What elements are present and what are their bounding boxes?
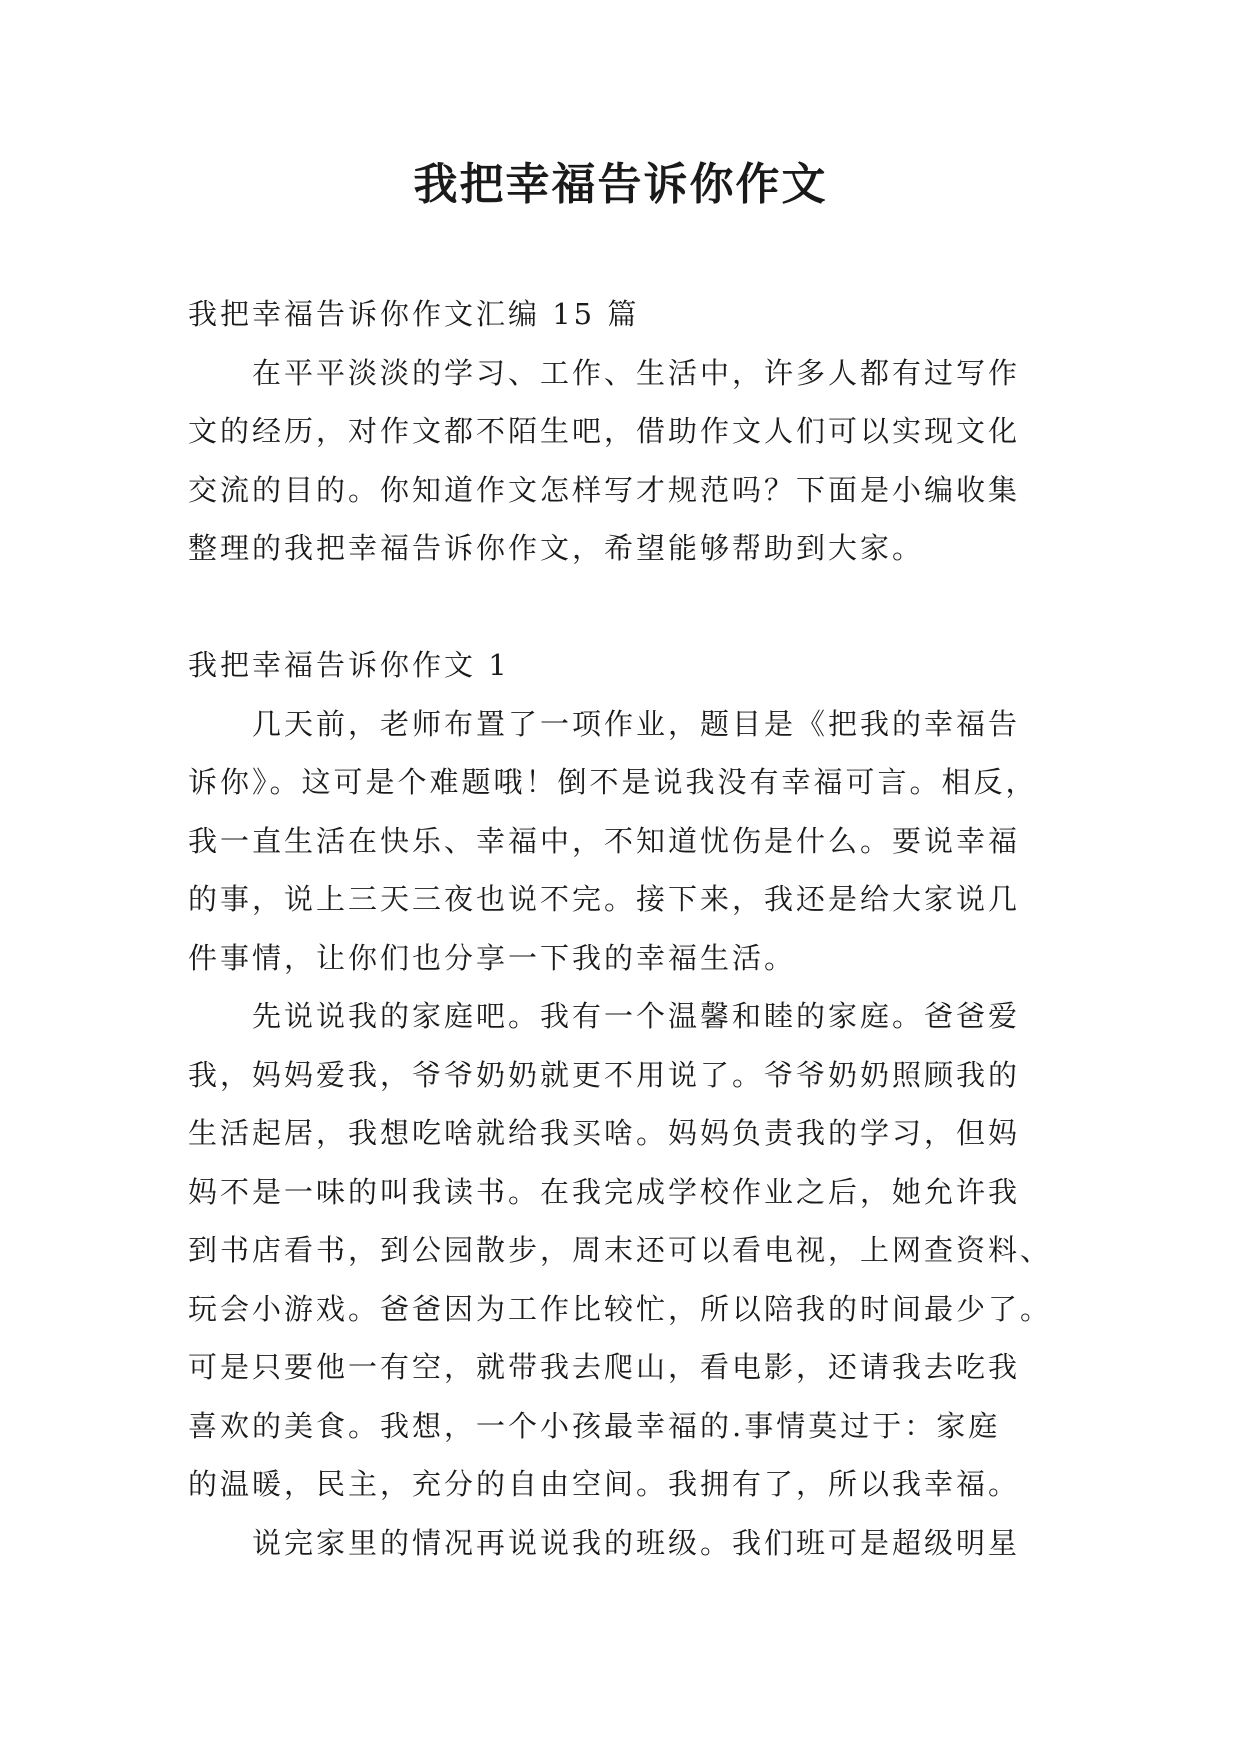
paragraph-line: 的事，说上三天三夜也说不完。接下来，我还是给大家说几 xyxy=(188,882,1021,916)
paragraph-line: 的温暖，民主，充分的自由空间。我拥有了，所以我幸福。 xyxy=(188,1467,1021,1501)
paragraph-line: 妈不是一味的叫我读书。在我完成学校作业之后，她允许我 xyxy=(188,1174,1021,1209)
paragraph-line: 说完家里的情况再说说我的班级。我们班可是超级明星 xyxy=(252,1525,1021,1560)
collection-heading: 我把幸福告诉你作文汇编 15 篇 xyxy=(188,297,640,331)
paragraph-line: 件事情，让你们也分享一下我的幸福生活。 xyxy=(188,940,797,975)
paragraph-line: 几天前，老师布置了一项作业，题目是《把我的幸福告 xyxy=(252,706,1021,741)
document-title: 我把幸福告诉你作文 xyxy=(413,159,828,210)
paragraph-line: 诉你》。这可是个难题哦！倒不是说我没有幸福可言。相反， xyxy=(188,765,1038,799)
document-body xyxy=(188,285,1058,1572)
paragraph-line: 整理的我把幸福告诉你作文，希望能够帮助到大家。 xyxy=(188,531,925,565)
paragraph-line: 生活起居，我想吃啥就给我买啥。妈妈负责我的学习，但妈 xyxy=(188,1116,1021,1150)
paragraph-line: 我一直生活在快乐、幸福中，不知道忧伤是什么。要说幸福 xyxy=(188,823,1021,858)
paragraph-line: 交流的目的。你知道作文怎样写才规范吗？下面是小编收集 xyxy=(188,472,1021,507)
paragraph-line: 先说说我的家庭吧。我有一个温馨和睦的家庭。爸爸爱 xyxy=(252,999,1021,1033)
blank-line xyxy=(188,578,1058,637)
paragraph-line: 喜欢的美食。我想，一个小孩最幸福的.事情莫过于：家庭 xyxy=(188,1408,1001,1443)
paragraph-line: 玩会小游戏。爸爸因为工作比较忙，所以陪我的时间最少了。 xyxy=(188,1291,1053,1326)
section-heading: 我把幸福告诉你作文 1 xyxy=(188,648,510,682)
paragraph-line: 可是只要他一有空，就带我去爬山，看电影，还请我去吃我 xyxy=(188,1350,1021,1384)
paragraph-line: 到书店看书，到公园散步，周末还可以看电视，上网查资料、 xyxy=(188,1233,1053,1267)
paragraph-line: 文的经历，对作文都不陌生吧，借助作文人们可以实现文化 xyxy=(188,414,1021,448)
paragraph-line: 在平平淡淡的学习、工作、生活中，许多人都有过写作 xyxy=(252,355,1021,390)
paragraph-line: 我，妈妈爱我，爷爷奶奶就更不用说了。爷爷奶奶照顾我的 xyxy=(188,1057,1021,1092)
